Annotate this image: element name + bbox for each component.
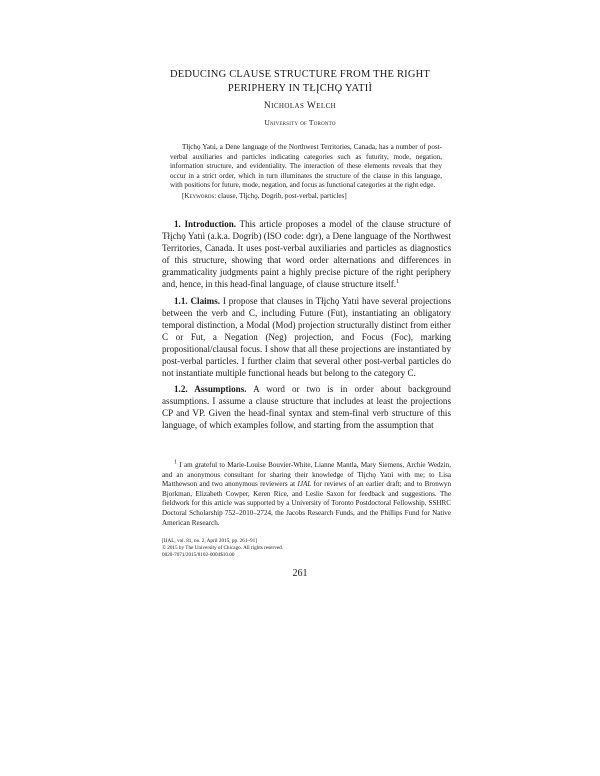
publication-info [162,538,283,558]
title-line-1: DEDUCING CLAUSE STRUCTURE FROM THE RIGHT [169,69,431,80]
section-introduction [162,218,451,290]
footnote [162,461,451,528]
footnote-text [162,461,451,528]
section-text: This article proposes a model of the clause structure of Tłįchǫ Yatıì (a.k.a. Dogrib) (ISO code: dgr), a Dene language of the Northwest Territories, Canada. It uses post-verbal auxiliaries and particles as diagnostics of this structure, showing that word order alternations and differences in grammaticality judgments paint a highly precise picture of the right periphery and, hence, in this head-final language, of clause structure itself. [162,219,451,289]
section-heading: 1.2. Assumptions. [174,384,247,394]
section-claims [162,295,451,379]
footnote-text-part: I am grateful to Marie-Louise Bouvier-White, Lianne Mantla, Mary Siemens, Archie Wedzin, and an anonymous consultant for sharing their knowledge of Tłįchǫ Yatıì with me; to Lisa Matthewson and two anonymous reviewers at [162,461,451,489]
publication-citation: [IJAL, vol. 81, no. 2, April 2015, pp. 261–91] [162,538,257,544]
page-number: 261 [292,568,308,579]
keywords: [Keywords: clause, Tłįchǫ, Dogrib, post-verbal, particles] [182,191,347,200]
journal-name: IJAL [297,480,312,489]
author-name: Nicholas Welch [263,101,337,111]
footnote-mark: 1 [174,459,177,466]
keywords-text: : clause, Tłįchǫ, Dogrib, post-verbal, particles [214,191,345,200]
title-line-2: PERIPHERY IN TŁĮCHǪ YATIÌ [227,82,373,94]
abstract-text: Tłįchǫ Yatıì, a Dene language of the Northwest Territories, Canada, has a number of post-verbal auxiliaries and particles indicating categories such as futurity, mode, negation, information structure, and evidentiality. The interaction of these elements reveals that they occur in a strict order, which in turn illuminates the structure of the clause in this language, with positions for future, mode, negation, and focus as functional categories at the right edge. [170,143,442,190]
footnote-text-part: for reviews of an earlier draft; and to Bronwyn Bjorkman, Elizabeth Cowper, Keren Rice, and Leslie Saxon for feedback and suggestions. The fieldwork for this article was supported by a University of Toronto Postdoctoral Fellowship, SSHRC Doctoral Scholarship 752–2010–2724, the Jacobs Research Funds, and the Phillips Fund for Native American Research. [162,480,451,527]
abstract [170,143,442,202]
article-body [162,218,451,436]
author-affiliation: University of Toronto [264,118,336,127]
footnote-reference[interactable]: 1 [396,278,400,285]
article-title [0,68,600,95]
section-heading: 1. Introduction. [174,219,237,229]
section-text: I propose that clauses in Tłįchǫ Yatıì have several projections between the verb and C, including Future (Fut), instantiating an obligatory temporal distinction, a Modal (Mod) projection structurally distinct from either C or Fut, a Negation (Neg) projection, and Focus (Foc), marking propositional/clausal focus. I show that all these projections are instantiated by post-verbal particles. I further claim that several other post-verbal particles do not instantiate multiple functional heads but belong to the category C. [162,295,451,378]
section-assumptions [162,383,451,431]
publication-code: 0020-7071/2015/8102-0004$10.00 [162,551,235,558]
keywords-label: Keywords [184,191,215,200]
section-text: A word or two is in order about background assumptions. I assume a clause structure that includes at least the projections CP and VP. Given the head-final syntax and stem-final verb structure of this language, of which examples follow, and starting from the assumption that [162,384,451,430]
section-heading: 1.1. Claims. [174,295,221,306]
publication-copyright: © 2015 by The University of Chicago. All rights reserved. [162,544,283,551]
